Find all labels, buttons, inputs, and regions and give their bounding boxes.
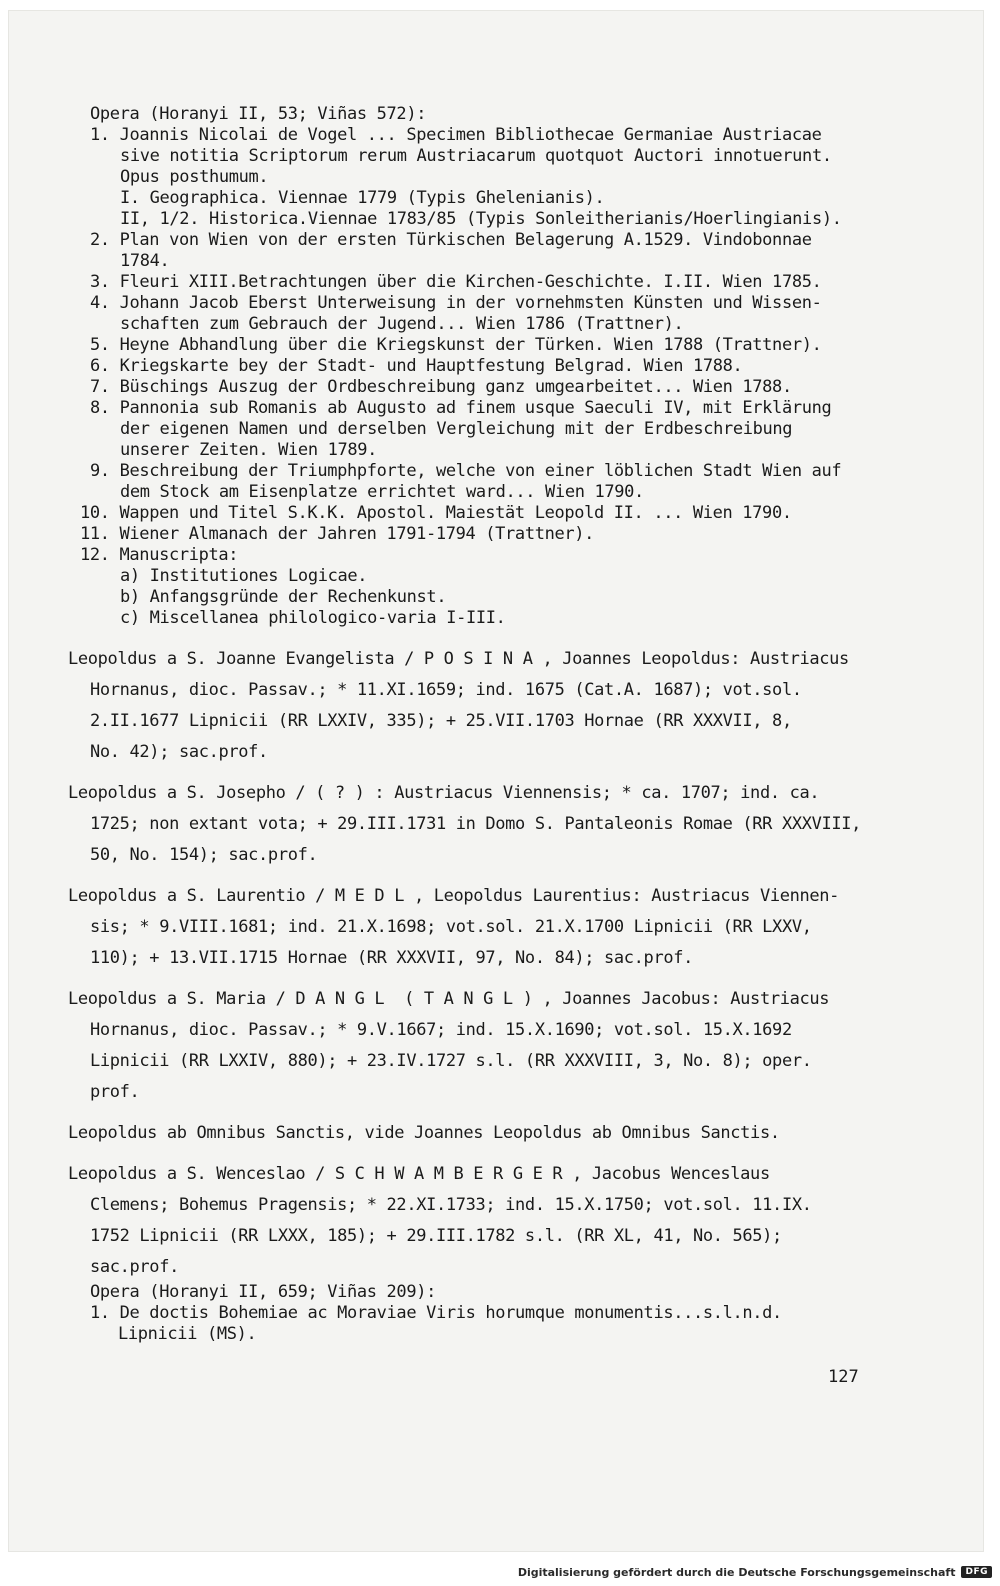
entry-josepho-cont: 50, No. 154); sac.prof. bbox=[90, 845, 318, 865]
opera-item-1-cont: sive notitia Scriptorum rerum Austriacarum quotquot Auctori innotuerunt. bbox=[120, 146, 832, 166]
opera-item-9-cont: dem Stock am Eisenplatze errichtet ward... Wien 1790. bbox=[120, 482, 644, 502]
entry-dangl: Leopoldus a S. Maria / D A N G L ( T A N G L ) , Joannes Jacobus: Austriacus bbox=[68, 989, 830, 1009]
entry-medl-cont: 110); + 13.VII.1715 Hornae (RR XXXVII, 97, No. 84); sac.prof. bbox=[90, 948, 693, 968]
entry-posina-cont: Hornanus, dioc. Passav.; * 11.XI.1659; ind. 1675 (Cat.A. 1687); vot.sol. bbox=[90, 680, 802, 700]
entry-schwamberger-cont: 1752 Lipnicii (RR LXXX, 185); + 29.III.1782 s.l. (RR XL, 41, No. 565); bbox=[90, 1226, 782, 1246]
opera-item-9: 9. Beschreibung der Triumphpforte, welche von einer löblichen Stadt Wien auf bbox=[90, 461, 842, 481]
opera-item-8: 8. Pannonia sub Romanis ab Augusto ad finem usque Saeculi IV, mit Erklärung bbox=[90, 398, 832, 418]
opera-item-4: 4. Johann Jacob Eberst Unterweisung in der vornehmsten Künsten und Wissen- bbox=[90, 293, 822, 313]
opera-item-12: 12. Manuscripta: bbox=[80, 545, 239, 565]
entry-schwamberger: Leopoldus a S. Wenceslao / S C H W A M B E R G E R , Jacobus Wenceslaus bbox=[68, 1164, 770, 1184]
opera-heading: Opera (Horanyi II, 53; Viñas 572): bbox=[90, 104, 427, 124]
opera-2-item-1-cont: Lipnicii (MS). bbox=[118, 1324, 257, 1344]
entry-medl: Leopoldus a S. Laurentio / M E D L , Leopoldus Laurentius: Austriacus Viennen- bbox=[68, 886, 840, 906]
opera-item-1: 1. Joannis Nicolai de Vogel ... Specimen Bibliothecae Germaniae Austriacae bbox=[90, 125, 822, 145]
opera-item-10: 10. Wappen und Titel S.K.K. Apostol. Maiestät Leopold II. ... Wien 1790. bbox=[80, 503, 792, 523]
opera-item-7: 7. Büschings Auszug der Ordbeschreibung ganz umgearbeitet... Wien 1788. bbox=[90, 377, 792, 397]
manuscript-a: a) Institutiones Logicae. bbox=[120, 566, 368, 586]
entry-schwamberger-cont: sac.prof. bbox=[90, 1257, 179, 1277]
entry-schwamberger-cont: Clemens; Bohemus Pragensis; * 22.XI.1733; ind. 15.X.1750; vot.sol. 11.IX. bbox=[90, 1195, 812, 1215]
opera-item-3: 3. Fleuri XIII.Betrachtungen über die Kirchen-Geschichte. I.II. Wien 1785. bbox=[90, 272, 822, 292]
page-number: 127 bbox=[828, 1367, 859, 1387]
entry-dangl-cont: Hornanus, dioc. Passav.; * 9.V.1667; ind. 15.X.1690; vot.sol. 15.X.1692 bbox=[90, 1020, 792, 1040]
opera-item-1-cont: I. Geographica. Viennae 1779 (Typis Ghelenianis). bbox=[120, 188, 605, 208]
manuscript-b: b) Anfangsgründe der Rechenkunst. bbox=[120, 587, 447, 607]
opera-item-11: 11. Wiener Almanach der Jahren 1791-1794 (Trattner). bbox=[80, 524, 595, 544]
manuscript-c: c) Miscellanea philologico-varia I-III. bbox=[120, 608, 506, 628]
footer-credit bbox=[518, 1564, 992, 1580]
entry-posina-cont: No. 42); sac.prof. bbox=[90, 742, 268, 762]
opera-item-1-cont: Opus posthumum. bbox=[120, 167, 269, 187]
opera-item-4-cont: schaften zum Gebrauch der Jugend... Wien 1786 (Trattner). bbox=[120, 314, 684, 334]
opera-item-8-cont: unserer Zeiten. Wien 1789. bbox=[120, 440, 378, 460]
opera-item-2: 2. Plan von Wien von der ersten Türkischen Belagerung A.1529. Vindobonnae bbox=[90, 230, 812, 250]
opera-2-item-1: 1. De doctis Bohemiae ac Moraviae Viris horumque monumentis...s.l.n.d. bbox=[90, 1303, 782, 1323]
entry-dangl-cont: prof. bbox=[90, 1082, 140, 1102]
opera-heading-2: Opera (Horanyi II, 659; Viñas 209): bbox=[90, 1282, 436, 1302]
entry-medl-cont: sis; * 9.VIII.1681; ind. 21.X.1698; vot.sol. 21.X.1700 Lipnicii (RR LXXV, bbox=[90, 917, 812, 937]
opera-item-6: 6. Kriegskarte bey der Stadt- und Hauptfestung Belgrad. Wien 1788. bbox=[90, 356, 743, 376]
entry-josepho-cont: 1725; non extant vota; + 29.III.1731 in Domo S. Pantaleonis Romae (RR XXXVIII, bbox=[90, 814, 862, 834]
entry-posina-cont: 2.II.1677 Lipnicii (RR LXXIV, 335); + 25.VII.1703 Hornae (RR XXXVII, 8, bbox=[90, 711, 792, 731]
opera-item-1-cont: II, 1/2. Historica.Viennae 1783/85 (Typis Sonleitherianis/Hoerlingianis). bbox=[120, 209, 842, 229]
entry-dangl-cont: Lipnicii (RR LXXIV, 880); + 23.IV.1727 s.l. (RR XXXVIII, 3, No. 8); oper. bbox=[90, 1051, 812, 1071]
entry-posina: Leopoldus a S. Joanne Evangelista / P O S I N A , Joannes Leopoldus: Austriacus bbox=[68, 649, 849, 669]
entry-omnibus-sanctis: Leopoldus ab Omnibus Sanctis, vide Joannes Leopoldus ab Omnibus Sanctis. bbox=[68, 1123, 780, 1143]
footer-text: Digitalisierung gefördert durch die Deutsche Forschungsgemeinschaft bbox=[517, 1565, 956, 1579]
opera-item-8-cont: der eigenen Namen und derselben Vergleichung mit der Erdbeschreibung bbox=[120, 419, 793, 439]
opera-item-5: 5. Heyne Abhandlung über die Kriegskunst der Türken. Wien 1788 (Trattner). bbox=[90, 335, 822, 355]
dfg-logo-icon: DFG bbox=[961, 1566, 992, 1578]
opera-item-2-cont: 1784. bbox=[120, 251, 170, 271]
entry-josepho: Leopoldus a S. Josepho / ( ? ) : Austriacus Viennensis; * ca. 1707; ind. ca. bbox=[68, 783, 820, 803]
